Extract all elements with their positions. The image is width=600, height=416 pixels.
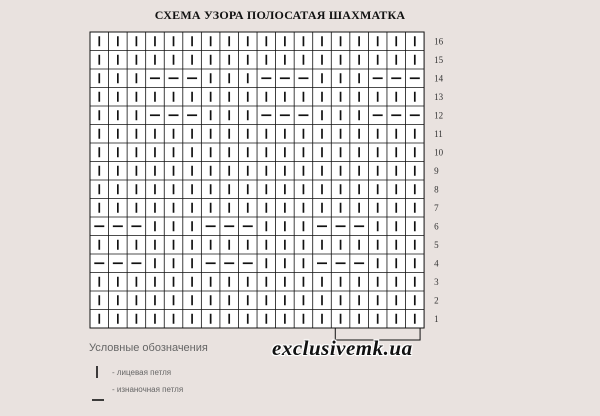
- row-number: 5: [434, 239, 439, 250]
- watermark-logo: exclusivemk.ua: [272, 336, 413, 360]
- legend-title: Условные обозначения: [89, 342, 208, 354]
- row-number: 10: [434, 147, 444, 158]
- row-number: 15: [434, 54, 444, 65]
- row-number: 6: [434, 221, 439, 232]
- row-number: 2: [434, 295, 439, 306]
- row-number: 11: [434, 128, 443, 139]
- row-number: 4: [434, 258, 439, 269]
- knit-stitch-icon: [95, 365, 99, 384]
- purl-stitch-icon: [91, 389, 105, 407]
- row-number: 12: [434, 110, 444, 121]
- row-number: 14: [434, 73, 444, 84]
- legend-knit-label: - лицевая петля: [112, 368, 172, 377]
- legend-purl-label: - изнаночная петля: [112, 385, 184, 394]
- chart-title: СХЕМА УЗОРА ПОЛОСАТАЯ ШАХМАТКА: [154, 8, 406, 22]
- row-number: 13: [434, 91, 444, 102]
- row-number: 9: [434, 165, 439, 176]
- row-number: 8: [434, 184, 439, 195]
- row-number: 3: [434, 276, 439, 287]
- row-number: 16: [434, 36, 444, 47]
- row-number: 7: [434, 202, 439, 213]
- row-number: 1: [434, 313, 439, 324]
